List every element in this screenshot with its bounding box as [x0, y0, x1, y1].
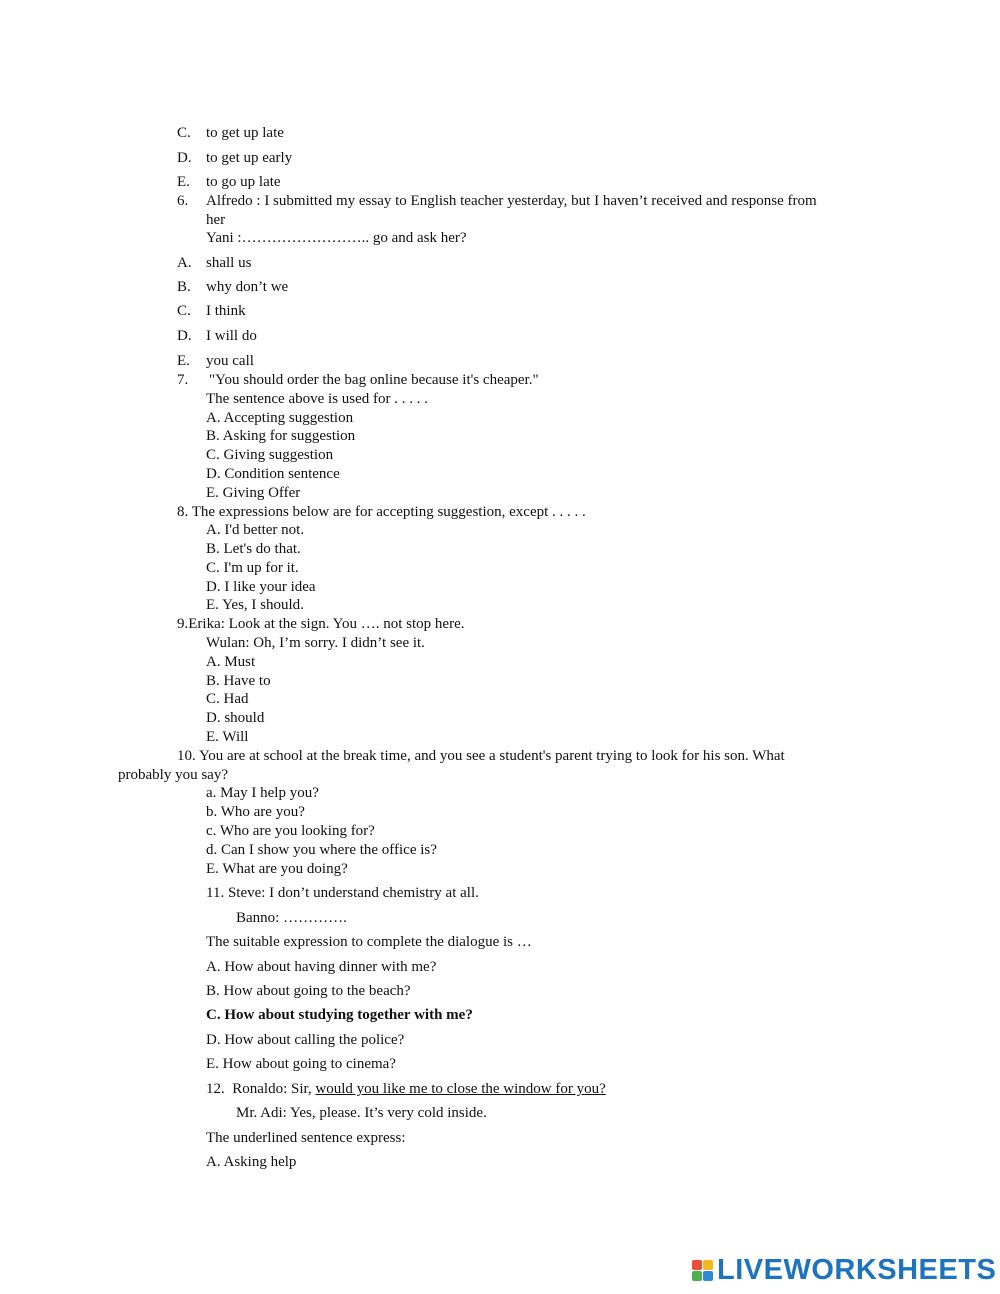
question-number: 6. — [177, 193, 189, 209]
q7-option-d: D. Condition sentence — [206, 466, 340, 482]
q12-prefix: 12. Ronaldo: Sir, — [206, 1081, 316, 1097]
q6-stem-line2: her — [206, 212, 226, 228]
q10-stem-line1: 10. You are at school at the break time, and you see a student's parent trying to look for his son. What — [177, 748, 785, 764]
q7-option-b: B. Asking for suggestion — [206, 428, 356, 444]
logo-text: LIVEWORKSHEETS — [717, 1254, 997, 1286]
option-letter: D. — [177, 328, 192, 344]
option-letter: C. — [177, 303, 191, 319]
option-text: why don’t we — [206, 279, 289, 295]
q11-stem-line3: The suitable expression to complete the dialogue is … — [206, 934, 532, 950]
q11-stem-line2: Banno: …………. — [236, 910, 347, 926]
logo-badge-icon — [692, 1260, 713, 1281]
q6-stem-line3: Yani :…………………….. go and ask her? — [206, 230, 467, 246]
q10-option-b: b. Who are you? — [206, 804, 305, 820]
option-letter: A. — [177, 255, 192, 271]
q7-option-e: E. Giving Offer — [206, 485, 301, 501]
q11-option-b: B. How about going to the beach? — [206, 983, 411, 999]
q11-option-a: A. How about having dinner with me? — [206, 959, 437, 975]
option-letter: E. — [177, 353, 190, 369]
q9-option-b: B. Have to — [206, 673, 271, 689]
q10-option-a: a. May I help you? — [206, 785, 319, 801]
q8-option-c: C. I'm up for it. — [206, 560, 299, 576]
question-text: Alfredo : I submitted my essay to English teacher yesterday, but I haven’t received and response from — [206, 193, 817, 209]
q8-stem: 8. The expressions below are for accepting suggestion, except . . . . . — [177, 504, 586, 520]
q9-option-a: A. Must — [206, 654, 256, 670]
q11-option-e: E. How about going to cinema? — [206, 1056, 396, 1072]
option-letter: E. — [177, 174, 190, 190]
option-text: you call — [206, 353, 254, 369]
q12-stem-line1 — [206, 1080, 606, 1099]
q9-option-c: C. Had — [206, 691, 249, 707]
q8-option-d: D. I like your idea — [206, 579, 316, 595]
option-text: to go up late — [206, 174, 281, 190]
q8-option-e: E. Yes, I should. — [206, 597, 304, 613]
option-text: to get up early — [206, 150, 293, 166]
option-letter: B. — [177, 279, 191, 295]
q8-option-b: B. Let's do that. — [206, 541, 301, 557]
q12-underlined-sentence: would you like me to close the window for you? — [315, 1081, 606, 1097]
q8-option-a: A. I'd better not. — [206, 522, 305, 538]
q10-option-c: c. Who are you looking for? — [206, 823, 375, 839]
q12-stem-line2: Mr. Adi: Yes, please. It’s very cold inside. — [236, 1105, 487, 1121]
question-number: 7. — [177, 372, 189, 388]
option-text: I will do — [206, 328, 257, 344]
q11-option-d: D. How about calling the police? — [206, 1032, 405, 1048]
q9-stem-line2: Wulan: Oh, I’m sorry. I didn’t see it. — [206, 635, 425, 651]
q11-option-c-answer: C. How about studying together with me? — [206, 1007, 473, 1023]
q9-stem-line1: 9.Erika: Look at the sign. You …. not stop here. — [177, 616, 465, 632]
option-text: shall us — [206, 255, 252, 271]
q7-stem-line2: The sentence above is used for . . . . . — [206, 391, 429, 407]
q10-stem-line2: probably you say? — [118, 767, 228, 783]
liveworksheets-logo — [692, 1255, 996, 1285]
option-text: I think — [206, 303, 246, 319]
option-text: to get up late — [206, 125, 284, 141]
q12-option-a: A. Asking help — [206, 1154, 297, 1170]
q9-option-e: E. Will — [206, 729, 249, 745]
q12-stem-line3: The underlined sentence express: — [206, 1130, 406, 1146]
q7-option-a: A. Accepting suggestion — [206, 410, 354, 426]
question-text: "You should order the bag online because it's cheaper." — [209, 372, 539, 388]
q10-option-e: E. What are you doing? — [206, 861, 348, 877]
q7-option-c: C. Giving suggestion — [206, 447, 334, 463]
option-letter: D. — [177, 150, 192, 166]
q10-option-d: d. Can I show you where the office is? — [206, 842, 437, 858]
option-letter: C. — [177, 125, 191, 141]
q9-option-d: D. should — [206, 710, 265, 726]
q11-stem-line1: 11. Steve: I don’t understand chemistry at all. — [206, 885, 479, 901]
